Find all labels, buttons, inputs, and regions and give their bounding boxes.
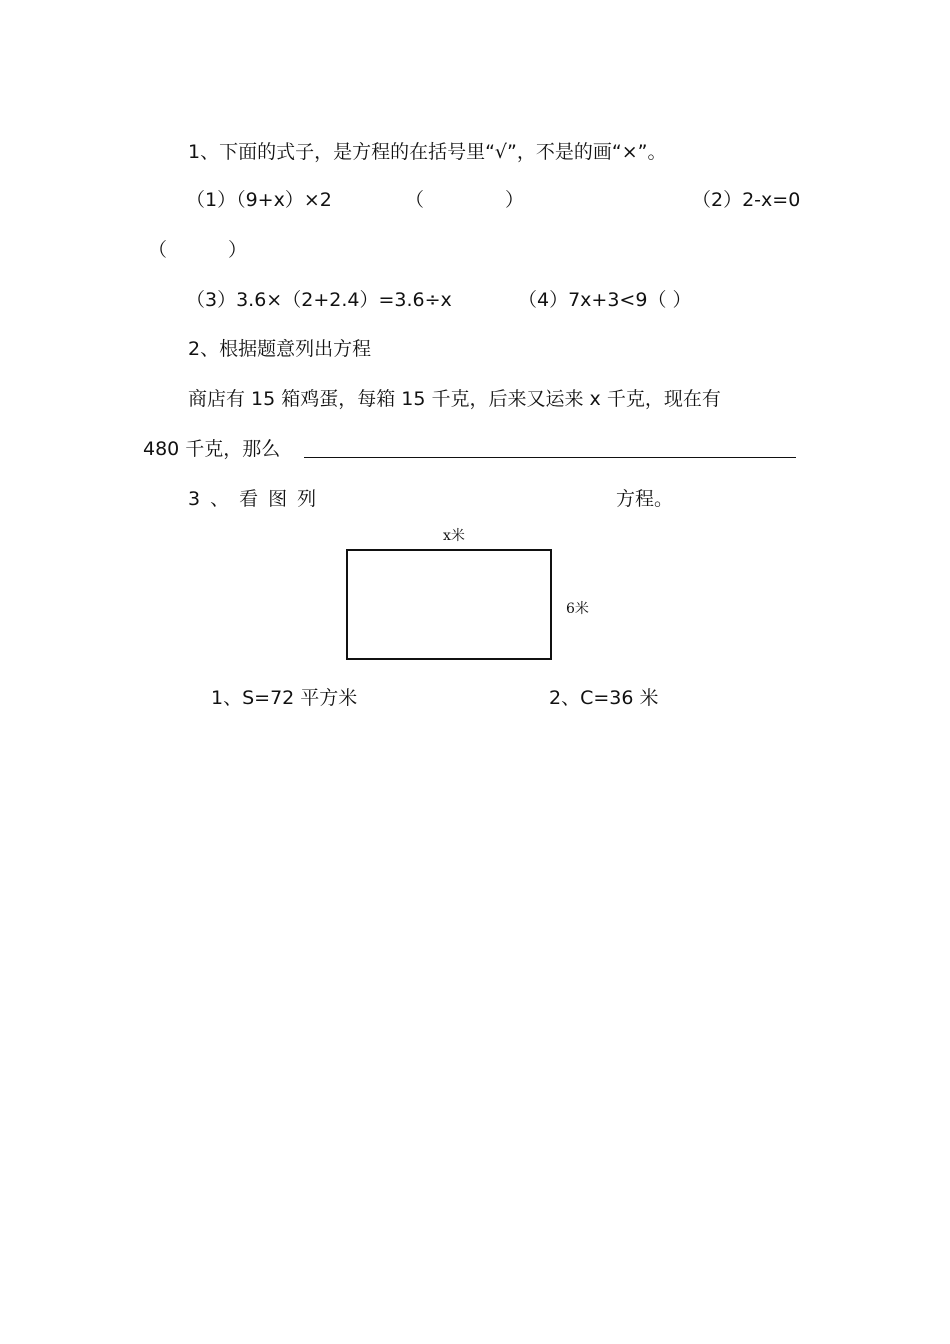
question-1-item-1: （1）（9+x）×2 <box>186 189 332 211</box>
question-1-item-4: （4）7x+3<9（ ） <box>518 289 692 311</box>
question-3-title-left: 3、看图列 <box>188 488 327 510</box>
item-1-paren-open: （ <box>405 189 425 211</box>
question-1-item-2: （2）2-x=0 <box>692 189 801 211</box>
item-1-paren-close: ） <box>505 189 525 211</box>
question-1-item-3: （3）3.6×（2+2.4）=3.6÷x <box>186 289 452 311</box>
question-3-answer-1: 1、S=72 平方米 <box>211 687 358 709</box>
item-2-paren-open: （ <box>148 239 168 261</box>
question-2-text-line-1: 商店有 15 箱鸡蛋，每箱 15 千克，后来又运来 x 千克，现在有 <box>188 388 721 410</box>
question-1-title: 1、下面的式子，是方程的在括号里“√”，不是的画“×”。 <box>188 141 667 163</box>
answer-blank-line <box>304 457 796 458</box>
question-3-title-right: 方程。 <box>616 488 674 510</box>
rectangle-width-label: x米 <box>443 528 465 544</box>
rectangle-height-label: 6米 <box>566 601 589 617</box>
question-3-answer-2: 2、C=36 米 <box>549 687 659 709</box>
question-2-title: 2、根据题意列出方程 <box>188 338 372 360</box>
question-2-text-line-2: 480 千克，那么 <box>143 438 281 460</box>
rectangle-figure <box>346 549 552 660</box>
item-2-paren-close: ） <box>228 239 248 261</box>
